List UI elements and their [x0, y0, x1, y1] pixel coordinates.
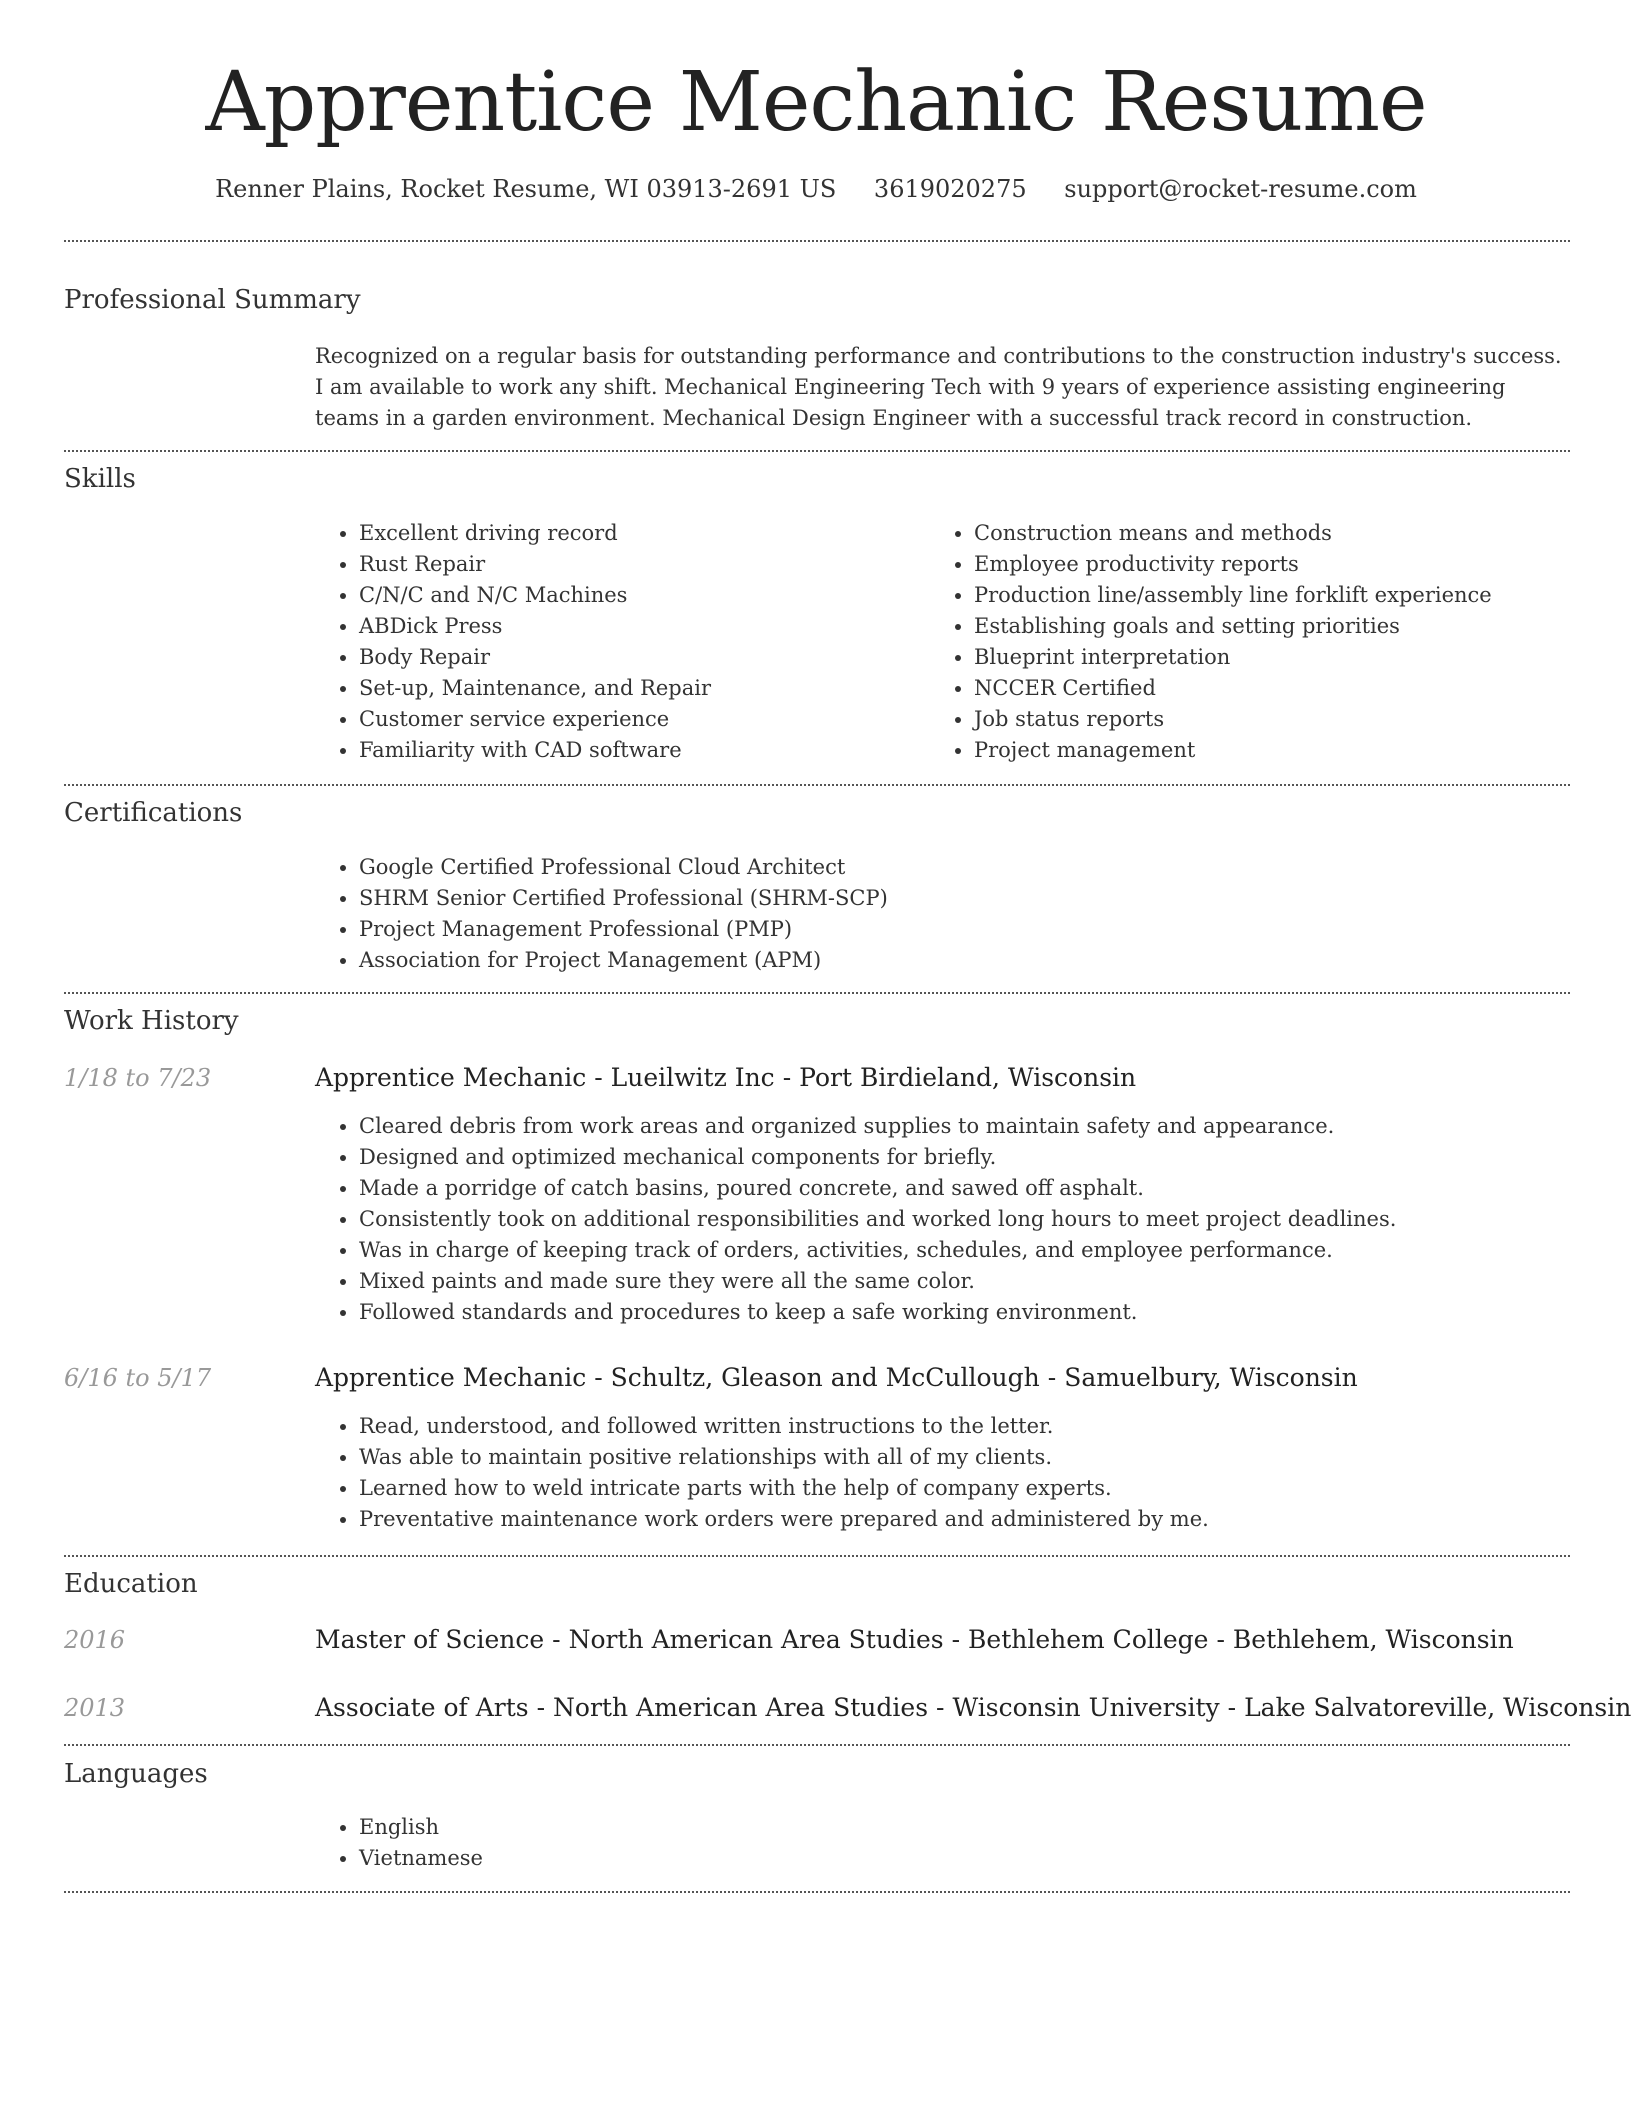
job-heading [315, 1361, 1358, 1395]
job-bullet: • Preventative maintenance work orders were prepared and administered by me. [359, 1504, 1609, 1535]
job-bullet: • Was able to maintain positive relationships with all of my clients. [359, 1442, 1609, 1473]
job-bullet: • Cleared debris from work areas and organized supplies to maintain safety and appearance. [359, 1111, 1609, 1142]
education-field: North American Area Studies [568, 1625, 944, 1654]
separator: - [936, 1693, 945, 1722]
education-location: Bethlehem, Wisconsin [1232, 1625, 1514, 1654]
section-title-skills: Skills [64, 464, 136, 494]
certifications-list [315, 852, 1559, 976]
skill-item: • Project management [974, 735, 1614, 766]
job-bullet: • Read, understood, and followed written instructions to the letter. [359, 1411, 1609, 1442]
skill-item: • Familiarity with CAD software [359, 735, 919, 766]
education-degree: Master of Science [315, 1625, 545, 1654]
separator: - [1227, 1693, 1237, 1722]
skill-item: • Production line/assembly line forklift experience [974, 580, 1614, 611]
separator: - [552, 1625, 561, 1654]
separator: - [594, 1063, 603, 1092]
skill-item: • Establishing goals and setting priorities [974, 611, 1614, 642]
education-entry [315, 1623, 1514, 1657]
skill-item: • Job status reports [974, 704, 1614, 735]
separator: - [594, 1363, 603, 1392]
language-item: • English [359, 1812, 959, 1843]
job-company: Lueilwitz Inc [610, 1063, 775, 1092]
education-year: 2013 [64, 1694, 126, 1722]
section-title-certifications: Certifications [64, 798, 243, 828]
job-dates: 6/16 to 5/17 [64, 1364, 212, 1392]
divider [64, 450, 1570, 452]
job-location: Samuelbury, Wisconsin [1064, 1363, 1358, 1392]
skill-item: • Body Repair [359, 642, 919, 673]
skill-item: • Excellent driving record [359, 518, 919, 549]
education-field: North American Area Studies [553, 1693, 929, 1722]
separator: - [536, 1693, 546, 1722]
skill-item: • NCCER Certified [974, 673, 1614, 704]
skill-item: • ABDick Press [359, 611, 919, 642]
job-bullet: • Learned how to weld intricate parts with the help of company experts. [359, 1473, 1609, 1504]
skills-list-left [315, 518, 919, 766]
section-title-languages: Languages [64, 1759, 208, 1789]
divider [64, 1891, 1570, 1893]
contact-phone: 3619020275 [873, 175, 1027, 203]
contact-address: Renner Plains, Rocket Resume, WI 03913-2691 US [215, 175, 837, 203]
job-bullet: • Was in charge of keeping track of orders, activities, schedules, and employee performance. [359, 1235, 1609, 1266]
job-heading [315, 1061, 1136, 1095]
contact-line [0, 172, 1632, 206]
section-title-education: Education [64, 1569, 198, 1599]
education-degree: Associate of Arts [315, 1693, 529, 1722]
languages-list [315, 1812, 959, 1874]
certification-item: • SHRM Senior Certified Professional (SHRM-SCP) [359, 883, 1559, 914]
skill-item: • Customer service experience [359, 704, 919, 735]
education-school: Wisconsin University [952, 1693, 1220, 1722]
skill-item: • Blueprint interpretation [974, 642, 1614, 673]
divider [64, 240, 1570, 242]
divider [64, 784, 1570, 786]
education-entry [315, 1691, 1631, 1725]
job-bullet: • Followed standards and procedures to keep a safe working environment. [359, 1297, 1609, 1328]
separator: - [782, 1063, 792, 1092]
contact-email: support@rocket-resume.com [1064, 175, 1417, 203]
education-year: 2016 [64, 1626, 126, 1654]
job-role: Apprentice Mechanic [315, 1063, 587, 1092]
resume-title: Apprentice Mechanic Resume [205, 55, 1427, 150]
skills-list-right [930, 518, 1614, 766]
skill-item: • Rust Repair [359, 549, 919, 580]
certification-item: • Google Certified Professional Cloud Architect [359, 852, 1559, 883]
job-bullet: • Made a porridge of catch basins, poured concrete, and sawed off asphalt. [359, 1173, 1609, 1204]
education-location: Lake Salvatoreville, Wisconsin [1244, 1693, 1632, 1722]
language-item: • Vietnamese [359, 1843, 959, 1874]
job-bullets [315, 1111, 1609, 1328]
job-role: Apprentice Mechanic [315, 1363, 587, 1392]
section-title-summary: Professional Summary [64, 285, 361, 315]
certification-item: • Association for Project Management (APM) [359, 945, 1559, 976]
divider [64, 1744, 1570, 1746]
separator: - [1216, 1625, 1225, 1654]
job-bullet: • Designed and optimized mechanical components for briefly. [359, 1142, 1609, 1173]
summary-text: Recognized on a regular basis for outstanding performance and contributions to the construction industry's success. I am available to work any shift. Mechanical Engineering Tech with 9 years of experience assisting engineering teams in a garden environment. Mechanical Design Engineer with a successful track record in construction. [315, 344, 1562, 430]
certification-item: • Project Management Professional (PMP) [359, 914, 1559, 945]
job-bullets [315, 1411, 1609, 1535]
divider [64, 992, 1570, 994]
section-title-work-history: Work History [64, 1006, 239, 1036]
divider [64, 1555, 1570, 1557]
skill-item: • Set-up, Maintenance, and Repair [359, 673, 919, 704]
separator: - [1047, 1363, 1057, 1392]
job-location: Port Birdieland, Wisconsin [799, 1063, 1137, 1092]
job-company: Schultz, Gleason and McCullough [610, 1363, 1040, 1392]
job-dates: 1/18 to 7/23 [64, 1064, 212, 1092]
skill-item: • Construction means and methods [974, 518, 1614, 549]
skill-item: • C/N/C and N/C Machines [359, 580, 919, 611]
job-bullet: • Consistently took on additional responsibilities and worked long hours to meet project deadlines. [359, 1204, 1609, 1235]
job-bullet: • Mixed paints and made sure they were all the same color. [359, 1266, 1609, 1297]
separator: - [951, 1625, 961, 1654]
skill-item: • Employee productivity reports [974, 549, 1614, 580]
education-school: Bethlehem College [968, 1625, 1209, 1654]
